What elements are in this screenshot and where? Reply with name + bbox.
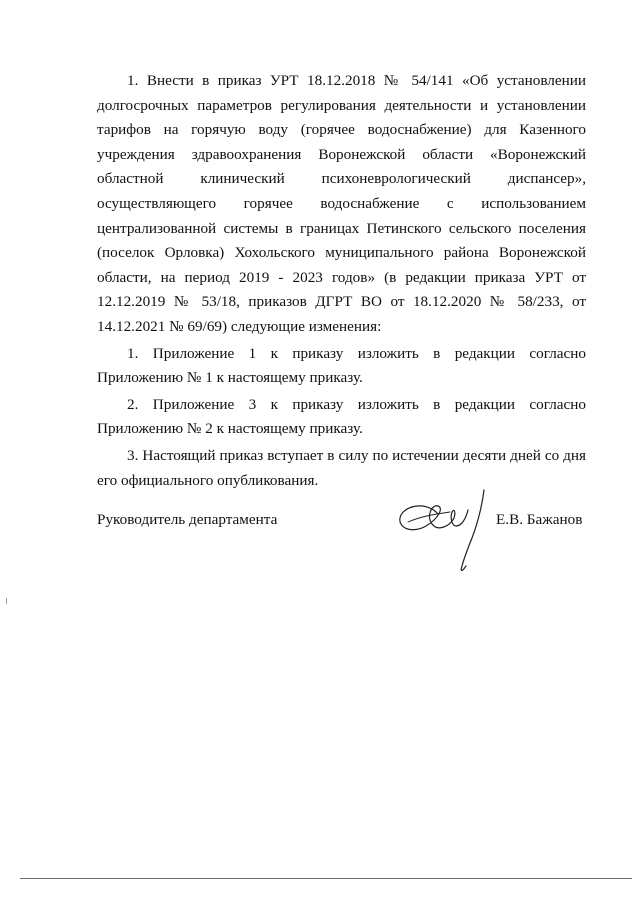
paragraph-appendix-1: 1. Приложение 1 к приказу изложить в редакции согласно Приложению № 1 к настоящему приказу. bbox=[97, 344, 586, 387]
scan-artifact bbox=[6, 598, 7, 604]
handwritten-signature bbox=[392, 482, 496, 580]
paragraph-appendix-2: 2. Приложение 3 к приказу изложить в редакции согласно Приложению № 2 к настоящему приказу. bbox=[97, 395, 586, 438]
signer-name: Е.В. Бажанов bbox=[496, 511, 583, 528]
document-body bbox=[97, 69, 586, 493]
signer-position: Руководитель департамента bbox=[97, 511, 278, 528]
paragraph-amendment: 1. Внести в приказ УРТ 18.12.2018 № 54/141 «Об установлении долгосрочных параметров регулирования деятельности и установлении тарифов на горячую воду (горячее водоснабжение) для Казенного учреждения здравоохранения Воронежской области «Воронежский областной клинический психоневрологический диспансер», осуществляющего горячее водоснабжение с использованием централизованной системы в границах Петинского сельского поселения (поселок Орловка) Хохольского муниципального района Воронежской области, на период 2019 - 2023 годов» (в редакции приказа УРТ от 12.12.2019 № 53/18, приказов ДГРТ ВО от 18.12.2020 № 58/233, от 14.12.2021 № 69/69) следующие изменения: bbox=[97, 72, 586, 335]
paragraph-effective-date: 3. Настоящий приказ вступает в силу по истечении десяти дней со дня его официального опубликования. bbox=[97, 446, 586, 489]
page-bottom-rule bbox=[20, 878, 632, 879]
